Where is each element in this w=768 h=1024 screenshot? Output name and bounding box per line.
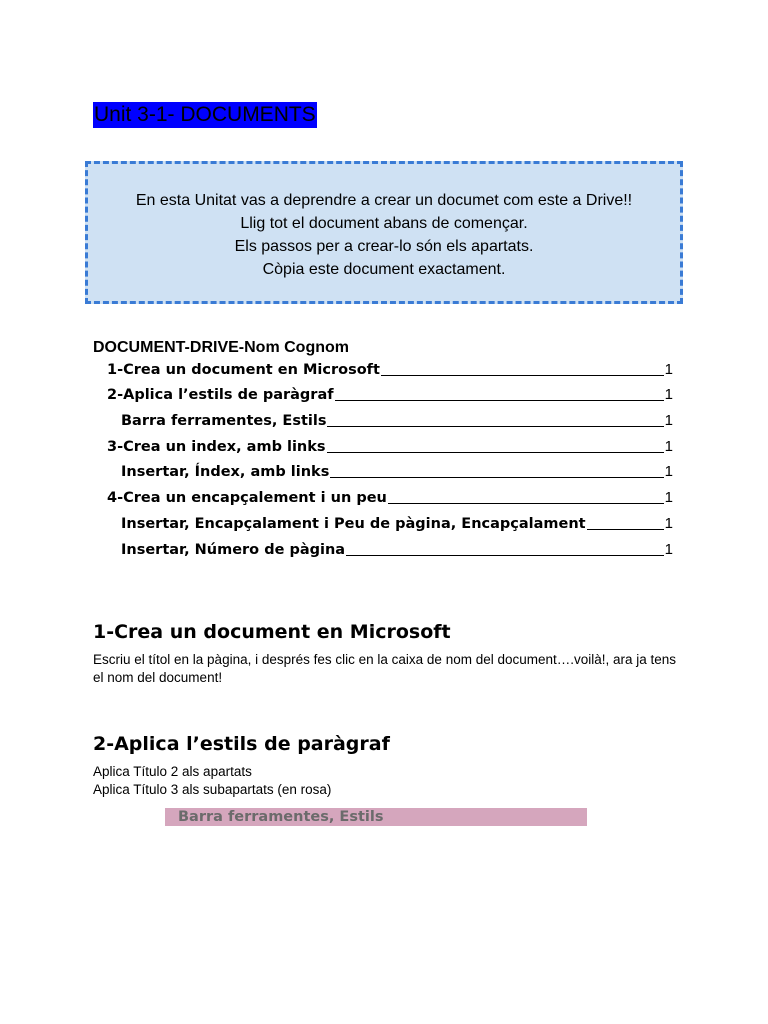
toc-entry[interactable] — [93, 435, 673, 457]
toc-entry[interactable] — [93, 460, 673, 482]
intro-line: Còpia este document exactament. — [262, 261, 506, 278]
toc-entry-page: 1 — [664, 412, 673, 429]
toc-entry-page: 1 — [664, 438, 673, 455]
toc-entry-label: 3-Crea un index, amb links — [107, 439, 326, 455]
intro-line: Els passos per a crear-lo són els apartats. — [234, 238, 534, 255]
toc-entry[interactable] — [93, 512, 673, 534]
toc-entry[interactable] — [93, 538, 673, 560]
intro-line: Llig tot el document abans de començar. — [240, 215, 528, 232]
toc-entry-label: 4-Crea un encapçalement i un peu — [107, 490, 387, 506]
toc-leader — [388, 503, 664, 504]
section-2-subheading: Barra ferramentes, Estils — [165, 808, 587, 826]
toc-entry-page: 1 — [664, 541, 673, 558]
document-title: Unit 3-1- DOCUMENTS — [94, 103, 316, 126]
intro-box — [85, 161, 683, 304]
toc-entry-page: 1 — [664, 361, 673, 378]
toc-leader — [327, 426, 663, 427]
section-2-line: Aplica Título 2 als apartats — [93, 764, 252, 779]
toc-leader — [346, 555, 664, 556]
intro-line: En esta Unitat vas a deprendre a crear un documet com este a Drive!! — [135, 192, 633, 209]
toc-entry[interactable] — [93, 383, 673, 405]
toc-entry-page: 1 — [664, 489, 673, 506]
section-2-heading: 2-Aplica l’estils de paràgraf — [93, 733, 390, 755]
toc-entry[interactable] — [93, 358, 673, 380]
toc-leader — [327, 452, 664, 453]
toc-entry-label: Insertar, Encapçalament i Peu de pàgina, Encapçalament — [121, 516, 586, 532]
toc-leader — [330, 477, 663, 478]
toc-entry-label: 2-Aplica l’estils de paràgraf — [107, 387, 334, 403]
toc-entry-page: 1 — [664, 463, 673, 480]
toc-entry-page: 1 — [664, 386, 673, 403]
toc-entry-label: 1-Crea un document en Microsoft — [107, 362, 380, 378]
section-1-text: Escriu el títol en la pàgina, i després fes clic en la caixa de nom del document….voilà!, ara ja tens el nom del document! — [93, 652, 677, 685]
toc-leader — [587, 529, 664, 530]
toc-leader — [381, 375, 664, 376]
toc-entry[interactable] — [93, 409, 673, 431]
toc-entry-label: Insertar, Índex, amb links — [121, 464, 330, 480]
toc-entry-label: Barra ferramentes, Estils — [121, 413, 327, 429]
toc-entry-page: 1 — [664, 515, 673, 532]
toc-heading: DOCUMENT-DRIVE-Nom Cognom — [93, 339, 349, 356]
toc-leader — [335, 400, 664, 401]
section-2-line: Aplica Título 3 als subapartats (en rosa) — [93, 782, 332, 797]
toc-entry[interactable] — [93, 486, 673, 508]
section-1-heading: 1-Crea un document en Microsoft — [93, 621, 451, 643]
toc-entry-label: Insertar, Número de pàgina — [121, 542, 346, 558]
